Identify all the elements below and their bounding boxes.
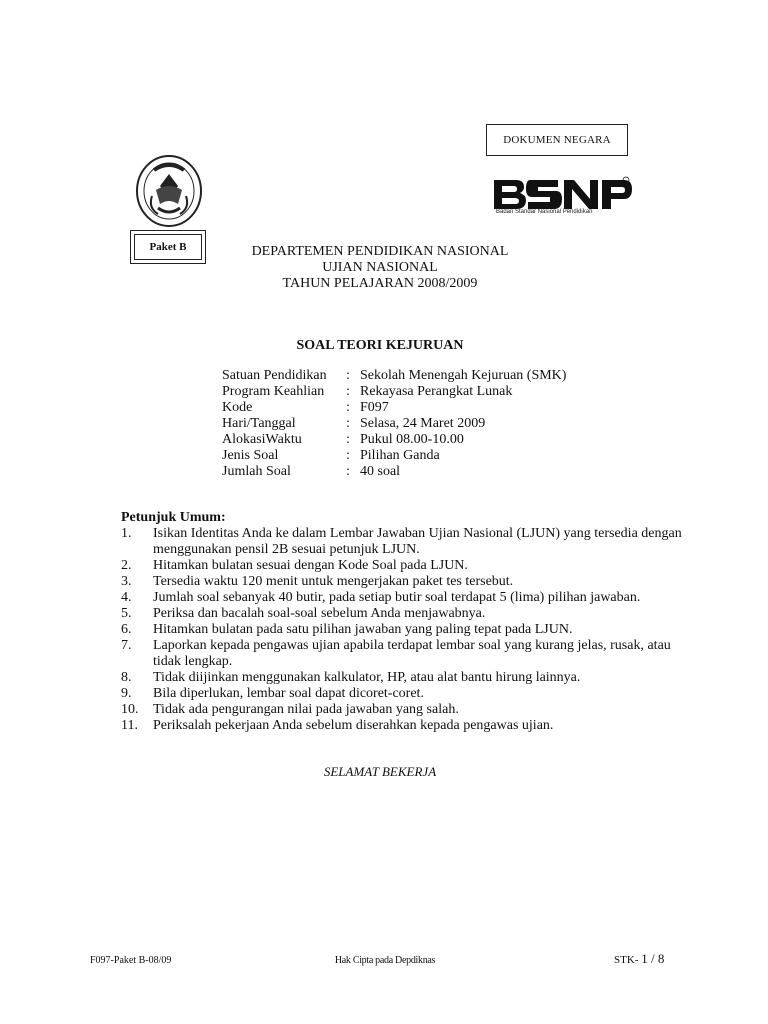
document-header [230, 244, 530, 292]
info-row: Program Keahlian : Rekayasa Perangkat Lunak [222, 384, 513, 399]
item-number: 3. [121, 574, 132, 589]
list-item [121, 606, 691, 622]
info-row: Jenis Soal : Pilihan Ganda [222, 448, 440, 463]
footer-code: F097-Paket B-08/09 [90, 955, 172, 966]
bsnp-caption: Badan Standar Nasional Pendidikan [496, 209, 593, 215]
list-item [121, 526, 691, 558]
item-text: Hitamkan bulatan sesuai dengan Kode Soal pada LJUN. [153, 558, 468, 573]
header-year: TAHUN PELAJARAN 2008/2009 [282, 276, 478, 291]
info-row: AlokasiWaktu : Pukul 08.00-10.00 [222, 432, 464, 447]
item-number: 4. [121, 590, 132, 605]
item-number: 9. [121, 686, 132, 701]
info-label: Jumlah Soal [222, 464, 291, 479]
list-item [121, 686, 691, 702]
info-label: Jenis Soal [222, 448, 279, 463]
info-row: Hari/Tanggal : Selasa, 24 Maret 2009 [222, 416, 486, 431]
item-number: 1. [121, 526, 132, 541]
item-text: Isikan Identitas Anda ke dalam Lembar Jawaban Ujian Nasional (LJUN) yang tersedia dengan menggunakan pensil 2B sesuai petunjuk LJUN. [153, 526, 682, 557]
info-value: Selasa, 24 Maret 2009 [360, 416, 486, 431]
info-value: F097 [360, 400, 389, 415]
info-value: Pilihan Ganda [360, 448, 440, 463]
list-item [121, 670, 691, 686]
info-label: Hari/Tanggal [222, 416, 296, 431]
list-item [121, 718, 691, 734]
item-text: Bila diperlukan, lembar soal dapat dicoret-coret. [153, 686, 424, 701]
package-box [130, 230, 206, 264]
item-number: 8. [121, 670, 132, 685]
footer-copyright: Hak Cipta pada Depdiknas [334, 955, 436, 966]
tut-wuri-handayani-emblem-icon [134, 152, 204, 230]
item-number: 10. [121, 702, 139, 717]
footer-page-info [614, 951, 664, 967]
list-item [121, 638, 691, 670]
item-text: Jumlah soal sebanyak 40 butir, pada setiap butir soal terdapat 5 (lima) pilihan jawaban. [153, 590, 641, 605]
package-label: Paket B [149, 241, 187, 253]
page-number: 1 / 8 [641, 951, 665, 966]
header-exam: UJIAN NASIONAL [322, 260, 438, 275]
instructions-title: Petunjuk Umum: [121, 510, 226, 525]
info-label: AlokasiWaktu [222, 432, 302, 447]
info-value: Pukul 08.00-10.00 [360, 432, 464, 447]
item-number: 6. [121, 622, 132, 637]
info-label: Program Keahlian [222, 384, 325, 399]
item-text: Tidak diijinkan menggunakan kalkulator, HP, atau alat bantu hirung lainnya. [153, 670, 581, 685]
item-text: Hitamkan bulatan pada satu pilihan jawaban yang paling tepat pada LJUN. [153, 622, 573, 637]
item-text: Periksa dan bacalah soal-soal sebelum Anda menjawabnya. [153, 606, 486, 621]
list-item [121, 622, 691, 638]
item-text: Laporkan kepada pengawas ujian apabila terdapat lembar soal yang kurang jelas, rusak, atau tidak lengkap. [153, 638, 671, 669]
info-label: Satuan Pendidikan [222, 368, 327, 383]
item-text: Periksalah pekerjaan Anda sebelum diserahkan kepada pengawas ujian. [153, 718, 554, 733]
exam-info-table [222, 368, 566, 480]
footer-stk-prefix: STK- [614, 954, 639, 966]
info-row: Kode : F097 [222, 400, 389, 415]
list-item [121, 558, 691, 574]
info-row: Satuan Pendidikan : Sekolah Menengah Kejuruan (SMK) [222, 368, 567, 383]
dokumen-negara-label: DOKUMEN NEGARA [503, 134, 611, 146]
item-number: 7. [121, 638, 132, 653]
item-text: Tidak ada pengurangan nilai pada jawaban yang salah. [153, 702, 459, 717]
info-label: Kode [222, 400, 253, 415]
item-number: 2. [121, 558, 132, 573]
subject-title: SOAL TEORI KEJURUAN [296, 338, 464, 353]
info-value: 40 soal [360, 464, 401, 479]
dokumen-negara-stamp [486, 124, 628, 156]
list-item [121, 574, 691, 590]
instructions-list [121, 526, 691, 734]
item-number: 11. [121, 718, 138, 733]
closing-text: SELAMAT BEKERJA [323, 764, 437, 779]
item-number: 5. [121, 606, 132, 621]
info-value: Rekayasa Perangkat Lunak [360, 384, 513, 399]
list-item [121, 702, 691, 718]
header-ministry: DEPARTEMEN PENDIDIKAN NASIONAL [251, 244, 509, 259]
info-row: Jumlah Soal : 40 soal [222, 464, 401, 479]
info-value: Sekolah Menengah Kejuruan (SMK) [360, 368, 567, 383]
item-text: Tersedia waktu 120 menit untuk mengerjakan paket tes tersebut. [153, 574, 514, 589]
list-item [121, 590, 691, 606]
